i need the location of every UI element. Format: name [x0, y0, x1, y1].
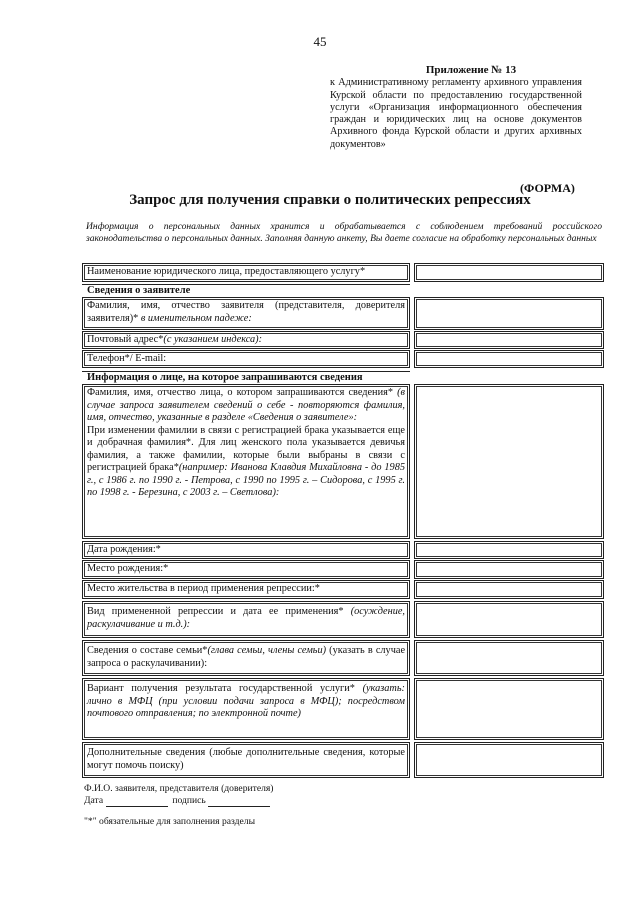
family-label: Сведения о составе семьи*(глава семьи, члены семьи) (указать в случае запроса о раскулачивании): [82, 640, 410, 676]
row-additional [82, 742, 604, 778]
additional-label: Дополнительные сведения (любые дополнительные сведения, которые могут помочь поиску) [82, 742, 410, 778]
intro-text: Информация о персональных данных хранится и обрабатывается с соблюдением требований российского законодательства о персональных данных. Заполняя данную анкету, Вы даете согласие на обработку персональных данных [86, 221, 602, 244]
sign-blank[interactable] [208, 796, 270, 807]
row-applicant-name [82, 297, 604, 330]
date-blank[interactable] [106, 796, 168, 807]
person-name-field[interactable] [414, 384, 604, 539]
birth-date-label: Дата рождения:* [82, 541, 410, 559]
row-phone [82, 350, 604, 368]
appendix-text: к Административному регламенту архивного управления Курской области по предоставлению государственной услуги «Организация информационного обеспечения граждан и юридических лиц на основе документов Архивного фонда Курской области и других архивных документов» [330, 77, 582, 150]
row-legal-entity [82, 263, 604, 282]
birth-place-label: Место рождения:* [82, 560, 410, 579]
postal-address-label: Почтовый адрес*(с указанием индекса): [82, 331, 410, 349]
row-delivery [82, 678, 604, 740]
appendix-heading: Приложение № 13 [425, 64, 517, 76]
row-postal-address [82, 331, 604, 349]
applicant-name-field[interactable] [414, 297, 604, 330]
birth-place-field[interactable] [414, 560, 604, 579]
phone-field[interactable] [414, 350, 604, 368]
row-repression-type [82, 601, 604, 638]
person-section-title: Информация о лице, на которое запрашиваются сведения [82, 371, 410, 384]
repression-type-field[interactable] [414, 601, 604, 638]
signature-line [84, 795, 270, 807]
birth-date-field[interactable] [414, 541, 604, 559]
delivery-field[interactable] [414, 678, 604, 740]
family-field[interactable] [414, 640, 604, 676]
repression-type-label: Вид примененной репрессии и дата ее применения* (осуждение, раскулачивание и т.д.): [82, 601, 410, 638]
page-number: 45 [313, 34, 327, 49]
row-birth-place [82, 560, 604, 579]
person-name-label: Фамилия, имя, отчество лица, о котором запрашиваются сведения* (в случае запроса заявителем сведений о себе - повторяются фамилия, имя, отчество, указанные в разделе «Сведения о заявителе»: При изменении фамилии в связи с регистрацией брака указывается еще и добрачная фамилия*. Для лиц женского пола указывается девичья фамилия, а также фамилии, которые были выбраны в связи с регистрацией брака*(например: Иванова Клавдия Михайловна - до 1985 г., с 1986 г. по 1990 г. - Петрова, с 1990 по 1995 г. – Сидорова, с 1995 г. по 1998 г. - Березина, с 2003 г. – Светлова): [82, 384, 410, 539]
residence-label: Место жительства в период применения репрессии:* [82, 580, 410, 599]
legal-entity-field[interactable] [414, 263, 604, 282]
appendix-block [330, 64, 582, 151]
residence-field[interactable] [414, 580, 604, 599]
form-label: (ФОРМА) [520, 181, 575, 195]
date-label: Дата [84, 795, 104, 806]
row-person-name [82, 384, 604, 539]
row-birth-date [82, 541, 604, 559]
applicant-name-label: Фамилия, имя, отчество заявителя (представителя, доверителя заявителя)* в именительном падеже: [82, 297, 410, 330]
footnote: "*" обязательные для заполнения разделы [84, 816, 256, 827]
document-title: Запрос для получения справки о политических репрессиях [129, 192, 531, 208]
legal-entity-label: Наименование юридического лица, предоставляющего услугу* [82, 263, 410, 282]
additional-field[interactable] [414, 742, 604, 778]
applicant-section-title: Сведения о заявителе [82, 284, 410, 297]
sign-label: подпись [172, 795, 206, 806]
delivery-label: Вариант получения результата государственной услуги* (указать: лично в МФЦ (при условии подачи запроса в МФЦ); посредством почтового отправления; по электронной почте) [82, 678, 410, 740]
row-residence [82, 580, 604, 599]
postal-address-field[interactable] [414, 331, 604, 349]
signature-fio: Ф.И.О. заявителя, представителя (доверителя) [84, 783, 274, 794]
row-family [82, 640, 604, 676]
phone-label: Телефон*/ E-mail: [82, 350, 410, 368]
